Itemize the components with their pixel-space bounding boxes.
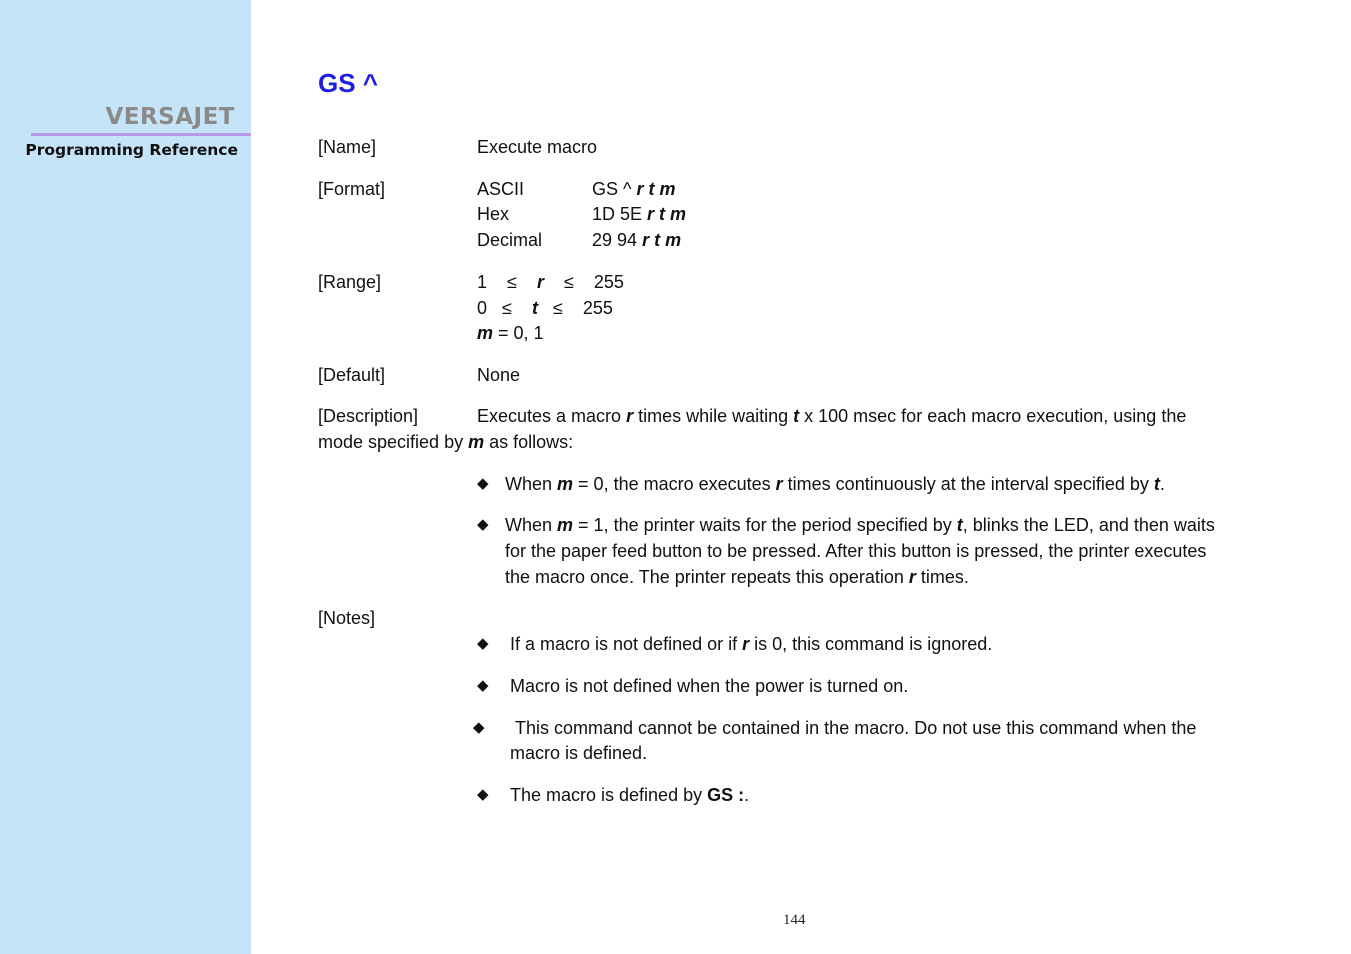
brand-divider (31, 133, 251, 136)
note-1: If a macro is not defined or if r is 0, this command is ignored. (510, 634, 993, 654)
description-bullet-2-line-1: When m = 1, the printer waits for the period specified by t, blinks the LED, and then waits (505, 515, 1215, 535)
brand-logo: VERSAJET (105, 104, 235, 130)
description-line-1: Executes a macro r times while waiting t x 100 msec for each macro execution, using the (477, 406, 1187, 426)
format-value-hex: 1D 5E r t m (592, 204, 687, 224)
default-label: [Default] (318, 365, 386, 385)
description-label: [Description] (318, 406, 419, 426)
note-2: Macro is not defined when the power is turned on. (510, 676, 909, 696)
format-value-ascii: GS ^ r t m (592, 179, 676, 199)
format-type-decimal: Decimal (477, 230, 543, 250)
description-bullet-2-line-3: the macro once. The printer repeats this operation r times. (505, 567, 969, 587)
description-bullet-1: When m = 0, the macro executes r times continuously at the interval specified by t. (505, 474, 1165, 494)
description-bullet-2-line-2: for the paper feed button to be pressed. After this button is pressed, the printer executes (505, 541, 1207, 561)
bullet-diamond-icon: ◆ (477, 475, 489, 492)
bullet-diamond-icon: ◆ (477, 786, 489, 803)
description-line-2: mode specified by m as follows: (318, 432, 574, 452)
bullet-diamond-icon: ◆ (473, 719, 485, 736)
range-label: [Range] (318, 272, 382, 292)
notes-label: [Notes] (318, 608, 376, 628)
note-3-line-1: This command cannot be contained in the macro. Do not use this command when the (515, 718, 1197, 738)
name-label: [Name] (318, 137, 377, 157)
note-3-line-2: macro is defined. (510, 743, 648, 763)
page-number: 144 (783, 912, 806, 928)
format-value-decimal: 29 94 r t m (592, 230, 682, 250)
bullet-diamond-icon: ◆ (477, 677, 489, 694)
format-label: [Format] (318, 179, 386, 199)
format-type-hex: Hex (477, 204, 510, 224)
format-type-ascii: ASCII (477, 179, 525, 199)
document-subtitle: Programming Reference (25, 141, 238, 159)
bullet-diamond-icon: ◆ (477, 516, 489, 533)
sidebar (0, 0, 251, 954)
range-r: 1 ≤ r ≤ 255 (477, 272, 624, 292)
name-value: Execute macro (477, 137, 598, 157)
page-title: GS ^ (318, 68, 378, 98)
bullet-diamond-icon: ◆ (477, 635, 489, 652)
range-m: m = 0, 1 (477, 323, 544, 343)
default-value: None (477, 365, 521, 385)
note-4: The macro is defined by GS :. (510, 785, 750, 805)
range-t: 0 ≤ t ≤ 255 (477, 298, 613, 318)
